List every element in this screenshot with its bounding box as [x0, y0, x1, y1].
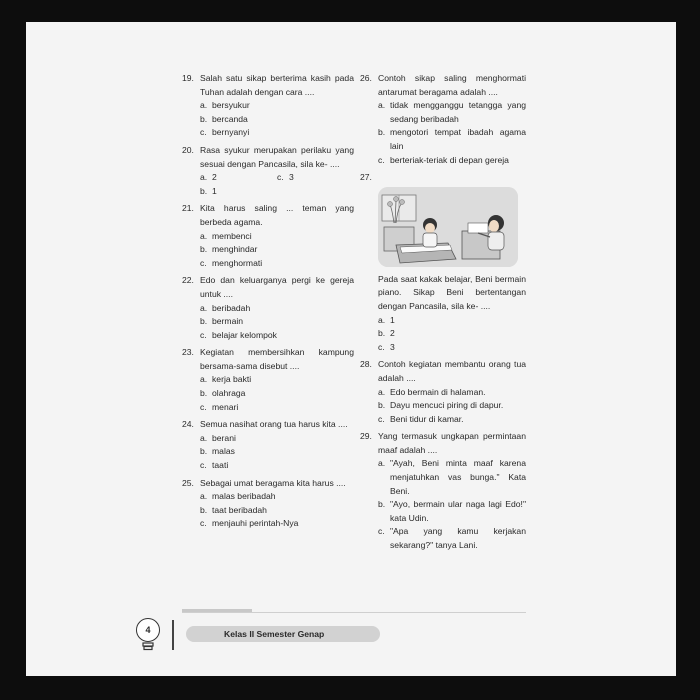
option-a: a. berani [200, 432, 236, 443]
question-number: 29. [360, 431, 372, 442]
question-number: 26. [360, 73, 372, 83]
question-number: 21. [182, 203, 194, 214]
option-b: b. malas [200, 446, 235, 457]
option-a: a. bersyukur [200, 100, 250, 111]
option-b: b. mengotori tempat ibadah agama lain [378, 127, 526, 151]
piano-scene-image [378, 187, 518, 267]
question-number: 20. [182, 144, 194, 155]
footer-separator [172, 620, 174, 650]
question-stem: Salah satu sikap berterima kasih pada Tuhan adalah dengan cara .... [200, 73, 354, 97]
option-b: b. olahraga [200, 388, 246, 399]
bulb-base-icon [136, 618, 162, 658]
question-19 [182, 72, 354, 140]
option-b: b. 2 [378, 328, 395, 339]
question-stem: Pada saat kakak belajar, Beni bermain piano. Sikap Beni bertentangan dengan Pancasila, sila ke- .... [378, 273, 526, 311]
question-number: 19. [182, 73, 194, 83]
question-stem: Edo dan keluarganya pergi ke gereja untuk .... [200, 275, 354, 299]
option-b: b. Dayu mencuci piring di dapur. [378, 400, 504, 411]
option-a: a. membenci [200, 230, 252, 241]
question-number: 23. [182, 347, 194, 358]
question-21 [182, 202, 354, 270]
option-row [182, 171, 354, 185]
option-a: a. 2 [200, 172, 217, 183]
page-number: 4 [136, 618, 160, 642]
question-28 [360, 358, 526, 426]
page-number-badge [136, 618, 162, 658]
question-26 [360, 72, 526, 167]
question-stem: Contoh sikap saling menghormati antarumat beragama adalah .... [378, 73, 526, 97]
option-c: c. Beni tidur di kamar. [378, 413, 464, 424]
question-22 [182, 274, 354, 342]
question-number: 27. [360, 172, 372, 183]
question-stem: Rasa syukur merupakan perilaku yang sesuai dengan Pancasila, sila ke- .... [200, 144, 354, 169]
option-a: a. 1 [378, 314, 395, 325]
option-a: a. beribadah [200, 302, 251, 313]
option-a: a. malas beribadah [200, 491, 276, 502]
piano-illustration [378, 187, 518, 267]
footer-label: Kelas II Semester Genap [186, 626, 380, 642]
question-20 [182, 144, 354, 198]
question-stem: Yang termasuk ungkapan permintaan maaf adalah .... [378, 431, 526, 455]
option-c: c. 3 [378, 341, 395, 352]
question-25 [182, 477, 354, 531]
option-c: c. bernyanyi [200, 127, 250, 138]
question-stem: Sebagai umat beragama kita harus .... [200, 477, 346, 488]
option-c: c. taati [200, 460, 229, 471]
question-number: 24. [182, 419, 194, 430]
question-stem: Kita harus saling ... teman yang berbeda agama. [200, 203, 354, 227]
question-stem: Semua nasihat orang tua harus kita .... [200, 419, 348, 430]
option-c: c. 3 [277, 172, 294, 183]
option-c: c. menjauhi perintah-Nya [200, 518, 299, 529]
left-column [182, 72, 354, 535]
option-c: c. menghormati [200, 257, 263, 268]
question-number: 28. [360, 359, 372, 370]
option-b: b. 1 [200, 185, 217, 196]
question-stem: Contoh kegiatan membantu orang tua adalah .... [378, 359, 526, 383]
option-c: c. "Apa yang kamu kerjakan sekarang?" tanya Lani. [378, 526, 526, 551]
right-column [360, 72, 526, 557]
question-stem: Kegiatan membersihkan kampung bersama-sama disebut .... [200, 347, 354, 371]
question-number: 25. [182, 477, 194, 488]
option-c: c. menari [200, 401, 239, 412]
footer-divider [182, 612, 526, 613]
question-29 [360, 430, 526, 552]
question-number: 22. [182, 275, 194, 286]
question-23 [182, 346, 354, 414]
question-24 [182, 418, 354, 472]
option-a: a. kerja bakti [200, 374, 252, 385]
option-c: c. belajar kelompok [200, 329, 277, 340]
option-a: a. tidak mengganggu tetangga yang sedang beribadah [378, 100, 526, 124]
option-b: b. "Ayo, bermain ular naga lagi Edo!" kata Udin. [378, 499, 526, 523]
option-b: b. bermain [200, 316, 244, 327]
worksheet-page [26, 22, 676, 676]
option-b: b. bercanda [200, 113, 248, 124]
option-b: b. menghindar [200, 244, 258, 255]
option-c: c. berteriak-teriak di depan gereja [378, 154, 509, 165]
option-b: b. taat beribadah [200, 504, 267, 515]
question-27 [360, 171, 526, 354]
option-a: a. Edo bermain di halaman. [378, 386, 486, 397]
option-a: a. "Ayah, Beni minta maaf karena menjatuhkan vas bunga." Kata Beni. [378, 458, 526, 496]
